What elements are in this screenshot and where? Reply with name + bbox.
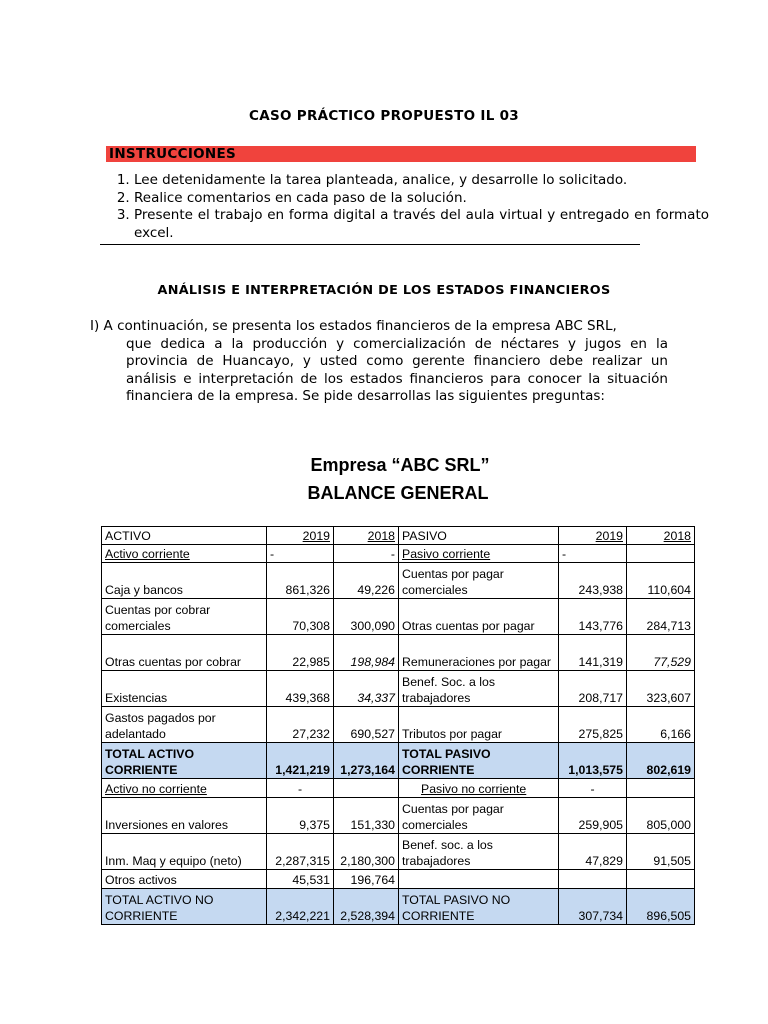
dash-cell: - [267,779,334,798]
header-activo: ACTIVO [102,527,267,545]
dash-cell: - [334,545,399,563]
total-no-corriente-row [102,889,695,925]
total-pasivo-no-corriente-label: TOTAL PASIVO NO CORRIENTE [399,889,559,925]
pasivo-label: Benef. soc. a los trabajadores [399,834,559,870]
activo-2018: 49,226 [334,563,399,599]
total-activo-no-corriente-label: TOTAL ACTIVO NO CORRIENTE [102,889,267,925]
instructions-list [100,172,709,242]
activo-corriente-heading: Activo corriente [102,545,267,563]
pasivo-label: Otras cuentas por pagar [399,599,559,635]
table-row [102,834,695,870]
table-row [102,563,695,599]
intro-first-line: I) A continuación, se presenta los estados financieros de la empresa ABC SRL, [90,318,617,334]
activo-2019: 861,326 [267,563,334,599]
pasivo-2019: 143,776 [559,599,627,635]
activo-2018: 196,764 [334,870,399,889]
total-activo-no-corriente-2018: 2,528,394 [334,889,399,925]
dash-cell: - [559,779,627,798]
total-activo-corriente-2018: 1,273,164 [334,743,399,779]
activo-label: Inm. Maq y equipo (neto) [102,834,267,870]
table-header-row [102,527,695,545]
activo-label: Inversiones en valores [102,798,267,834]
pasivo-2018: 110,604 [627,563,695,599]
divider [100,244,640,245]
pasivo-2018: 6,166 [627,707,695,743]
pasivo-2019: 47,829 [559,834,627,870]
header-activo-2018: 2018 [334,527,399,545]
empty-cell [627,779,695,798]
activo-2019: 22,985 [267,635,334,671]
activo-label: Gastos pagados por adelantado [102,707,267,743]
instruction-item: 3. Presente el trabajo en forma digital a través del aula virtual y entregado en formato excel. [134,207,709,242]
table-row [102,545,695,563]
pasivo-2018: 284,713 [627,599,695,635]
activo-2018: 198,984 [334,635,399,671]
section-title: ANÁLISIS E INTERPRETACIÓN DE LOS ESTADOS FINANCIEROS [157,283,611,298]
instructions-label: INSTRUCCIONES [109,146,237,162]
total-corriente-row [102,743,695,779]
total-activo-no-corriente-2019: 2,342,221 [267,889,334,925]
pasivo-2018: 805,000 [627,798,695,834]
activo-2018: 2,180,300 [334,834,399,870]
dash-cell: - [559,545,627,563]
total-pasivo-corriente-label: TOTAL PASIVO CORRIENTE [399,743,559,779]
intro-paragraph [90,318,668,406]
instruction-item: 1. Lee detenidamente la tarea planteada, analice, y desarrolle lo solicitado. [134,172,709,190]
header-activo-2019: 2019 [267,527,334,545]
total-activo-corriente-2019: 1,421,219 [267,743,334,779]
pasivo-corriente-heading: Pasivo corriente [399,545,559,563]
total-activo-corriente-label: TOTAL ACTIVO CORRIENTE [102,743,267,779]
empty-cell [334,779,399,798]
activo-2018: 690,527 [334,707,399,743]
pasivo-label: Tributos por pagar [399,707,559,743]
pasivo-label: Cuentas por pagar comerciales [399,798,559,834]
table-row [102,671,695,707]
table-row [102,635,695,671]
header-pasivo: PASIVO [399,527,559,545]
intro-body: que dedica a la producción y comercialización de néctares y jugos en la provincia de Huancayo, y usted como gerente financiero debe realizar un análisis e interpretación de los estados financieros para conocer la situación financiera de la empresa. Se pide desarrollas las siguientes preguntas: [126,335,668,404]
header-pasivo-2018: 2018 [627,527,695,545]
table-row [102,599,695,635]
pasivo-label [399,870,559,889]
activo-2018: 151,330 [334,798,399,834]
pasivo-2019 [559,870,627,889]
activo-2019: 70,308 [267,599,334,635]
activo-2018: 34,337 [334,671,399,707]
pasivo-2019: 243,938 [559,563,627,599]
header-pasivo-2019: 2019 [559,527,627,545]
activo-label: Cuentas por cobrar comerciales [102,599,267,635]
activo-label: Otros activos [102,870,267,889]
activo-2019: 2,287,315 [267,834,334,870]
pasivo-2019: 208,717 [559,671,627,707]
company-name: Empresa “ABC SRL” [310,455,490,475]
pasivo-no-corriente-heading: Pasivo no corriente [399,779,559,798]
activo-no-corriente-heading: Activo no corriente [102,779,267,798]
table-row [102,870,695,889]
table-row [102,707,695,743]
activo-2018: 300,090 [334,599,399,635]
dash-cell: - [267,545,334,563]
page-title: CASO PRÁCTICO PROPUESTO IL 03 [249,108,519,124]
activo-label: Caja y bancos [102,563,267,599]
empty-cell [627,545,695,563]
pasivo-2019: 275,825 [559,707,627,743]
pasivo-label: Cuentas por pagar comerciales [399,563,559,599]
pasivo-2018 [627,870,695,889]
activo-label: Existencias [102,671,267,707]
pasivo-label: Benef. Soc. a los trabajadores [399,671,559,707]
balance-sheet-table [101,526,695,925]
statement-title: BALANCE GENERAL [307,483,489,503]
activo-label: Otras cuentas por cobrar [102,635,267,671]
pasivo-2019: 259,905 [559,798,627,834]
table-row [102,779,695,798]
total-pasivo-corriente-2019: 1,013,575 [559,743,627,779]
total-pasivo-corriente-2018: 802,619 [627,743,695,779]
activo-2019: 45,531 [267,870,334,889]
total-pasivo-no-corriente-2018: 896,505 [627,889,695,925]
instruction-item: 2. Realice comentarios en cada paso de la solución. [134,190,709,208]
activo-2019: 9,375 [267,798,334,834]
instructions-banner [106,146,696,162]
table-row [102,798,695,834]
pasivo-2018: 91,505 [627,834,695,870]
total-pasivo-no-corriente-2019: 307,734 [559,889,627,925]
activo-2019: 439,368 [267,671,334,707]
pasivo-2018: 77,529 [627,635,695,671]
pasivo-label: Remuneraciones por pagar [399,635,559,671]
pasivo-2019: 141,319 [559,635,627,671]
pasivo-2018: 323,607 [627,671,695,707]
activo-2019: 27,232 [267,707,334,743]
